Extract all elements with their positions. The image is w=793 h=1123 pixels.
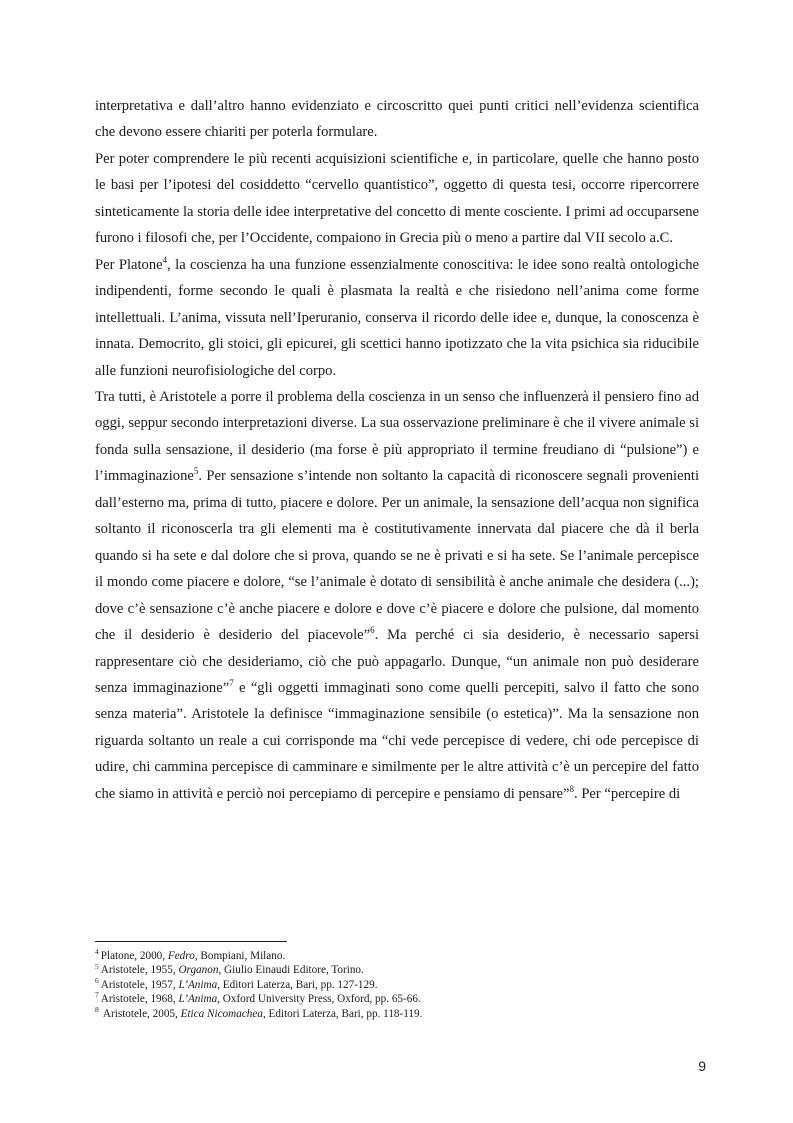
footnote-title: L’Anima — [178, 978, 218, 991]
footnote-ref-7[interactable]: 7 — [229, 678, 234, 689]
paragraph-1 — [95, 93, 699, 146]
paragraph-text: . Per “percepire di — [574, 785, 681, 802]
paragraph-3 — [95, 252, 699, 384]
paragraph-text: Tra tutti, è Aristotele a porre il problema della coscienza in un senso che influenzerà il pensiero fino ad oggi, seppur secondo interpretazioni diverse. La sua osservazione preliminare è che il vivere animale si fonda sulla sensazione, il desiderio (ma forse è più appropriato il termine freudiano di “pulsione”) e l’immaginazione — [95, 388, 699, 485]
body-text — [95, 93, 699, 807]
footnote-number: 5 — [95, 961, 99, 971]
paragraph-text: Per Platone — [95, 256, 163, 273]
footnote-title: L’Anima — [178, 993, 218, 1006]
footnote-number: 7 — [95, 990, 99, 1000]
footnote-text: , Editori Laterza, Bari, pp. 118-119. — [262, 1007, 423, 1020]
paragraph-text: Per poter comprendere le più recenti acquisizioni scientifiche e, in particolare, quelle che hanno posto le basi per l’ipotesi del cosiddetto “cervello quantistico”, oggetto di questa tesi, occorre ripercorrere sinteticamente la storia delle idee interpretative del concetto di mente cosciente. I primi ad occuparsene furono i filosofi che, per l’Occidente, compaiono in Grecia più o meno a partire dal VII secolo a.C. — [95, 150, 699, 247]
page-number: 9 — [698, 1058, 706, 1074]
footnote-ref-6[interactable]: 6 — [370, 625, 375, 636]
footnote-text: Platone, 2000, — [100, 950, 168, 962]
footnotes — [95, 949, 699, 1021]
paragraph-text: . Per sensazione s’intende non soltanto la capacità di riconoscere segnali provenienti dall’esterno ma, prima di tutto, piacere e dolore. Per un animale, la sensazione dell’acqua non significa soltanto il riconoscerla tra gli elementi ma è costitutivamente innervata dal piacere che dà il berla quando si ha sete e dal dolore che si prova, quando se ne è privati e si ha sete. Se l’animale percepisce il mondo come piacere e dolore, “se l’animale è dotato di sensibilità è anche animale che desidera (...); dove c’è sensazione c’è anche piacere e dolore e dove c’è piacere e dolore che pulsione, dal momento che il desiderio è desiderio del piacevole” — [95, 468, 699, 644]
footnote-text: , Oxford University Press, Oxford, pp. 65-66. — [217, 993, 421, 1006]
footnote-text: , Editori Laterza, Bari, pp. 127-129. — [217, 978, 378, 991]
paragraph-text: , la coscienza ha una funzione essenzialmente conoscitiva: le idee sono realtà ontologiche indipendenti, forme secondo le quali è plasmata la realtà e che risiedono nell’anima come forme intellettuali. L’anima, vissuta nell’Iperuranio, conserva il ricordo delle idee e, dunque, la conoscenza è innata. Democrito, gli stoici, gli epicurei, gli scettici hanno ipotizzato che la vita psichica sia riducibile alle funzioni neurofisiologiche del corpo. — [95, 256, 699, 379]
footnote-4 — [95, 949, 699, 963]
footnote-ref-4[interactable]: 4 — [162, 254, 168, 265]
footnote-text: Aristotele, 1968, — [100, 993, 179, 1006]
paragraph-2 — [95, 146, 699, 252]
footnote-text: Aristotele, 1957, — [100, 978, 179, 991]
footnote-text: Bompiani, Milano. — [197, 950, 286, 962]
footnote-title: Organon — [178, 964, 219, 977]
footnote-separator — [95, 941, 287, 942]
footnote-6 — [95, 978, 699, 992]
footnote-number: 6 — [95, 976, 99, 986]
footnote-number: 4 — [95, 947, 99, 957]
footnote-8 — [95, 1004, 699, 1021]
footnote-text: Aristotele, 2005, — [100, 1007, 181, 1020]
paragraph-text: interpretativa e dall’altro hanno evidenziato e circoscritto quei punti critici nell’evidenza scientifica che devono essere chiariti per poterla formulare. — [95, 98, 699, 141]
footnote-text: Aristotele, 1955, — [100, 964, 179, 977]
footnote-title: Etica Nicomachea — [180, 1007, 263, 1020]
footnote-ref-5[interactable]: 5 — [193, 466, 199, 477]
footnote-number: 8 — [95, 1004, 99, 1014]
paragraph-4 — [95, 384, 699, 807]
footnote-5 — [95, 963, 699, 977]
paragraph-text: e “gli oggetti immaginati sono come quelli percepiti, salvo il fatto che sono senza materia”. Aristotele la definisce “immaginazione sensibile (o estetica)”. Ma la sensazione non riguarda soltanto un reale a cui corrisponde ma “chi vede percepisce di vedere, chi ode percepisce di udire, chi cammina percepisce di camminare e similmente per le altre attività c’è un percepire del fatto che siamo in attività e perciò noi percepiamo di percepire e pensiamo di pensare” — [95, 679, 699, 802]
footnote-7 — [95, 992, 699, 1006]
footnote-ref-8[interactable]: 8 — [569, 783, 575, 794]
footnote-title: Fedro, — [167, 950, 198, 962]
footnote-text: , Giulio Einaudi Editore, Torino. — [218, 964, 364, 977]
paragraph-text: . Ma perché ci sia desiderio, è necessario sapersi rappresentare ciò che desideriamo, ciò che può appagarlo. Dunque, “un animale non può desiderare senza immaginazione” — [95, 627, 700, 696]
